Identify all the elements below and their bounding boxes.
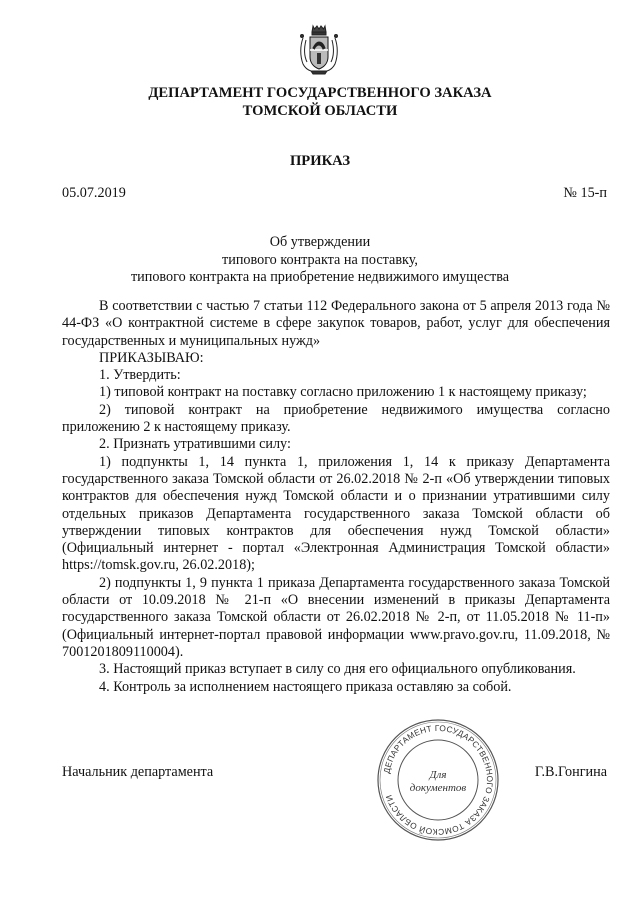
item-4: 4. Контроль за исполнением настоящего приказа оставляю за собой. [99,678,512,695]
org-name-line2: ТОМСКОЙ ОБЛАСТИ [242,103,398,119]
stamp-center-line1: Для [429,769,447,781]
document-type: ПРИКАЗ [289,153,351,169]
item-2: 2. Признать утратившими силу: [99,436,291,453]
document-subject [0,234,640,287]
order-word: ПРИКАЗЫВАЮ: [99,349,204,366]
stamp-center-line2: документов [409,782,467,794]
org-name-line1: ДЕПАРТАМЕНТ ГОСУДАРСТВЕННОГО ЗАКАЗА [148,85,492,101]
subject-line2: типового контракта на поставку, [222,251,418,268]
document-number: № 15-п [563,185,607,201]
item-1-2: 2) типовой контракт на приобретение недвижимого имущества согласно приложению 2 к настоящему приказу. [62,401,610,436]
subject-line3: типового контракта на приобретение недвижимого имущества [130,269,510,286]
item-1: 1. Утвердить: [99,367,181,384]
stamp-ring-text: ДЕПАРТАМЕНТ ГОСУДАРСТВЕННОГО ЗАКАЗА ТОМСКОЙ ОБЛАСТИ [381,722,496,838]
item-3: 3. Настоящий приказ вступает в силу со дня его официального опубликования. [99,661,576,678]
signature-name: Г.В.Гонгина [534,764,607,780]
item-2-2: 2) подпункты 1, 9 пункта 1 приказа Департамента государственного заказа Томской области от 10.09.2018 № 21-п «О внесении изменений в приказы Департамента государственного заказа Томской области от 26.02.2018 № 2-п, от 11.05.2018 № 11-п» (Официальный интернет-портал правовой информации www.pravo.gov.ru, 11.09.2018, № 7001201809110004). [62,574,610,660]
signature-position: Начальник департамента [62,764,214,780]
preamble-paragraph: В соответствии с частью 7 статьи 112 Федерального закона от 5 апреля 2013 года № 44-ФЗ «О контрактной системе в сфере закупок товаров, работ, услуг для обеспечения государственных и муниципальных нужд» [62,298,610,349]
item-1-1: 1) типовой контракт на поставку согласно приложению 1 к настоящему приказу; [99,384,587,401]
document-body [62,298,610,696]
stamp-icon [376,718,500,842]
document-date: 05.07.2019 [62,185,126,201]
item-2-1: 1) подпункты 1, 14 пункта 1, приложения 1, 14 к приказу Департамента государственного заказа Томской области от 26.02.2018 № 2-п «Об утверждении типовых контрактов для обеспечения нужд Томской области и о признании утратившими силу отдельных приказов Департамента государственного заказа Томской области об утверждении типовых контрактов для обеспечения нужд Томской области» (Официальный интернет - портал «Электронная Администрация Томской области» https://tomsk.gov.ru, 26.02.2018); [62,453,610,574]
subject-line1: Об утверждении [269,234,371,250]
coat-of-arms-icon [297,24,341,76]
date-number-row [62,185,607,202]
